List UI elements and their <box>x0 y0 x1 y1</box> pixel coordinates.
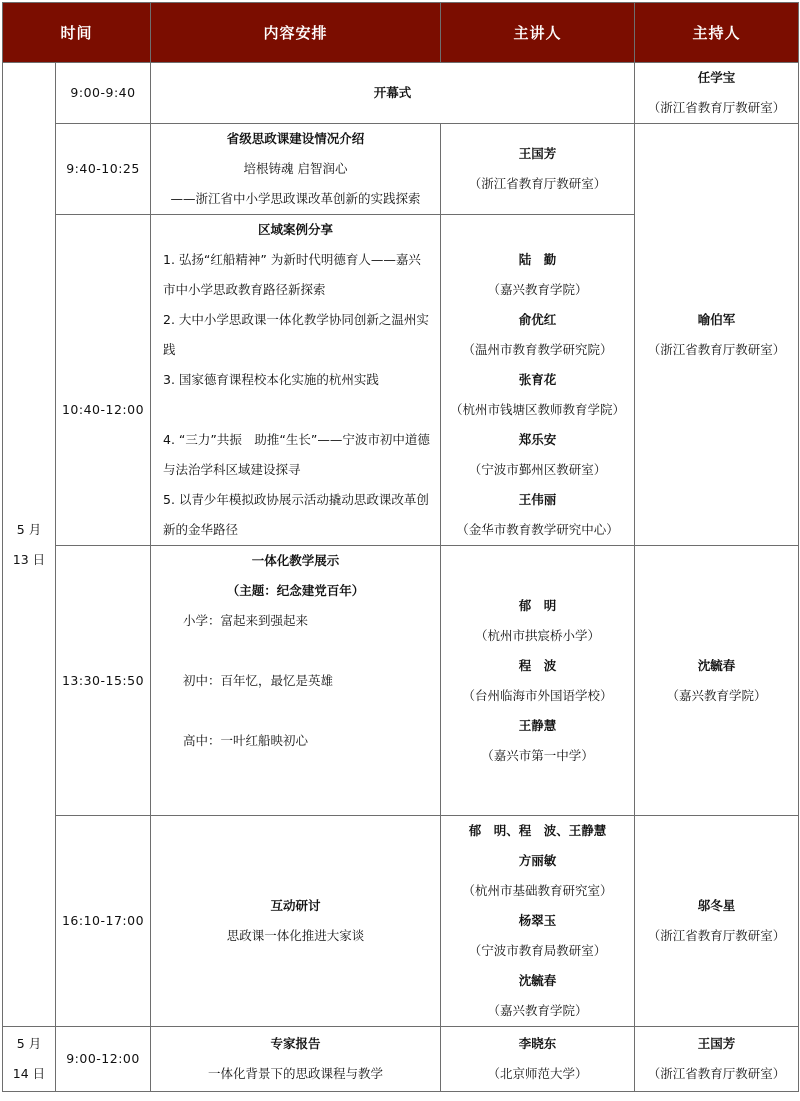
speaker-name: 郁 明 <box>518 597 557 613</box>
content-title: 区域案例分享 <box>258 222 334 237</box>
time-cell <box>56 215 151 546</box>
time-cell: 13:30-15:50 <box>56 546 151 816</box>
time-cell: 9:00-12:00 <box>56 1027 151 1092</box>
content-item: 3. 国家德育课程校本化实施的杭州实践 <box>163 372 379 387</box>
content-item: 2. 大中小学思政课一体化教学协同创新之温州实践 <box>163 312 429 357</box>
host-name: 邬冬星 <box>697 898 736 913</box>
speaker-name: 杨翠玉 <box>518 913 557 928</box>
host-cell <box>635 546 799 816</box>
spacer <box>163 395 432 425</box>
content-item: 1. 弘扬“红船精神” 为新时代明德育人——嘉兴市中小学思政教育路径新探索 <box>163 252 421 297</box>
time-text: 10:40-12:00 <box>61 402 145 417</box>
time-cell: 9:00-9:40 <box>56 63 151 124</box>
content-line: 思政课一体化推进大家谈 <box>226 928 365 943</box>
speaker-org: （北京师范大学） <box>487 1066 588 1081</box>
speaker-cell <box>441 1027 635 1092</box>
speaker-org: （温州市教育教学研究院） <box>462 342 613 357</box>
speaker-org: （宁波市鄞州区教研室） <box>468 462 607 477</box>
speaker-org: （嘉兴市第一中学） <box>481 747 594 763</box>
content-title: 专家报告 <box>270 1036 321 1051</box>
speaker-org: （宁波市教育局教研室） <box>468 943 607 958</box>
content-item: 小学：富起来到强起来 <box>183 613 309 628</box>
speaker-cell <box>441 124 635 215</box>
host-org: （浙江省教育厅教研室） <box>647 341 786 357</box>
host-org: （浙江省教育厅教研室） <box>647 100 786 115</box>
table-row <box>3 816 799 1027</box>
speaker-name: 李晓东 <box>518 1036 557 1051</box>
schedule-table <box>2 2 799 1092</box>
content-cell <box>151 215 441 546</box>
speaker-cell <box>441 215 635 546</box>
header-row <box>3 3 799 63</box>
speaker-org: （金华市教育教学研究中心） <box>456 522 619 537</box>
speaker-name: 陆 勤 <box>518 252 557 267</box>
speaker-name: 王国芳 <box>518 146 557 161</box>
content-item: 5. 以青少年模拟政协展示活动撬动思政课改革创新的金华路径 <box>163 492 429 537</box>
content-title: 互动研讨 <box>270 898 321 913</box>
speakers-header: 郁 明、程 波、王静慧 <box>468 823 607 838</box>
content-item: 初中：百年忆，最忆是英雄 <box>183 673 334 688</box>
speaker-org: （嘉兴教育学院） <box>487 282 588 297</box>
host-name: 王国芳 <box>697 1036 736 1051</box>
content-subtitle: （主题：纪念建党百年） <box>226 583 365 598</box>
speaker-org: （嘉兴教育学院） <box>487 1003 588 1018</box>
speaker-name: 王静慧 <box>518 717 557 733</box>
speaker-name: 俞优红 <box>518 312 557 327</box>
host-cell <box>635 124 799 546</box>
content-title: 一体化教学展示 <box>251 553 340 568</box>
content-line: 培根铸魂 启智润心 <box>243 161 348 176</box>
header-content: 内容安排 <box>151 3 441 63</box>
date-cell <box>3 1027 56 1092</box>
host-cell <box>635 816 799 1027</box>
content-line: ——浙江省中小学思政课改革创新的实践探索 <box>170 191 421 206</box>
table-row <box>3 1027 799 1092</box>
host-org: （浙江省教育厅教研室） <box>647 928 786 943</box>
host-org: （嘉兴教育学院） <box>666 687 767 703</box>
date-day: 14 日 <box>12 1066 46 1081</box>
time-cell: 9:40-10:25 <box>56 124 151 215</box>
header-host: 主持人 <box>635 3 799 63</box>
host-cell <box>635 1027 799 1092</box>
spacer <box>183 696 440 726</box>
speaker-org: （杭州市基础教育研究室） <box>462 883 613 898</box>
host-name: 沈毓春 <box>697 657 736 673</box>
content-item: 高中：一叶红船映初心 <box>183 733 309 748</box>
speaker-name: 张育花 <box>518 372 557 387</box>
content-line: 一体化背景下的思政课程与教学 <box>208 1066 384 1081</box>
speaker-cell <box>441 816 635 1027</box>
time-cell: 16:10-17:00 <box>56 816 151 1027</box>
content-title: 省级思政课建设情况介绍 <box>226 131 365 146</box>
table-row <box>3 63 799 124</box>
content-cell <box>151 124 441 215</box>
host-org: （浙江省教育厅教研室） <box>647 1066 786 1081</box>
spacer <box>183 636 440 666</box>
content-cell <box>151 1027 441 1092</box>
content-cell <box>151 816 441 1027</box>
speaker-name: 郑乐安 <box>518 432 557 447</box>
speaker-org: （杭州市钱塘区教师教育学院） <box>450 402 626 417</box>
speaker-name: 方丽敏 <box>518 853 557 868</box>
table-row <box>3 546 799 816</box>
speaker-cell <box>441 546 635 816</box>
host-cell <box>635 63 799 124</box>
content-item: 4. “三力”共振 助推“生长”——宁波市初中道德与法治学科区域建设探寻 <box>163 432 430 477</box>
header-speaker: 主讲人 <box>441 3 635 63</box>
table-row <box>3 124 799 215</box>
speaker-name: 沈毓春 <box>518 973 557 988</box>
header-time: 时间 <box>3 3 151 63</box>
content-cell: 开幕式 <box>151 63 635 124</box>
content-cell <box>151 546 441 816</box>
date-cell <box>3 63 56 1027</box>
date-month: 5 月 <box>16 1036 42 1051</box>
speaker-org: （台州临海市外国语学校） <box>462 687 613 703</box>
speaker-org: （浙江省教育厅教研室） <box>468 176 607 191</box>
speaker-name: 王伟丽 <box>518 492 557 507</box>
speaker-org: （杭州市拱宸桥小学） <box>475 627 601 643</box>
host-name: 任学宝 <box>697 70 736 85</box>
host-name: 喻伯军 <box>697 311 736 327</box>
date-month: 5 月 <box>16 521 42 537</box>
speaker-name: 程 波 <box>518 657 557 673</box>
date-day: 13 日 <box>12 551 46 567</box>
